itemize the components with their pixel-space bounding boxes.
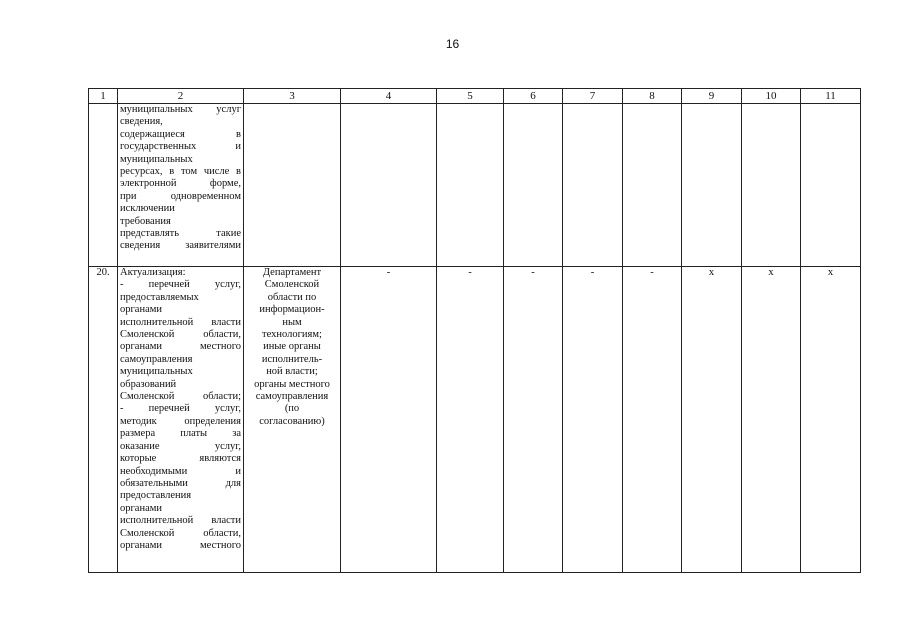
text-line: самоуправления — [255, 391, 329, 403]
continuation-cell-7 — [563, 104, 623, 267]
header-cell-8: 8 — [623, 89, 682, 104]
row-20-cell-6: - — [504, 267, 563, 573]
text-line: предоставляемых — [120, 291, 199, 303]
row-20-description-cell — [118, 267, 244, 573]
row-20-number: 20. — [89, 267, 118, 573]
text-line: исключении — [120, 203, 175, 215]
row-20-cell-10: x — [742, 267, 801, 573]
continuation-description-cell — [118, 104, 244, 267]
row-20-executor-cell — [244, 267, 341, 573]
text-line: органами — [120, 502, 163, 514]
text-line: Департамент — [262, 267, 322, 278]
text-line: Смоленской области, — [120, 329, 241, 341]
text-line: Смоленской области; — [120, 391, 241, 403]
table-row-continuation — [89, 104, 861, 267]
text-line: самоуправления — [120, 353, 193, 365]
text-line: - перечней услуг, — [120, 403, 241, 415]
text-line: - перечней услуг, — [120, 279, 241, 291]
continuation-cell-4 — [341, 104, 437, 267]
header-cell-9: 9 — [682, 89, 742, 104]
text-line: необходимыми и — [120, 465, 241, 477]
page-number: 16 — [445, 37, 460, 51]
text-line: органы местного — [254, 378, 330, 390]
text-line: муниципальных услуг — [120, 104, 241, 115]
text-line: требования — [120, 215, 171, 227]
plan-table — [88, 88, 861, 573]
header-cell-1: 1 — [89, 89, 118, 104]
text-line: ным — [282, 316, 302, 328]
text-line: муниципальных — [120, 366, 193, 378]
text-line: оказание услуг, — [120, 440, 241, 452]
text-line: образований — [120, 378, 177, 390]
header-cell-4: 4 — [341, 89, 437, 104]
header-cell-7: 7 — [563, 89, 623, 104]
continuation-cell-8 — [623, 104, 682, 267]
text-line: Смоленской — [264, 279, 320, 291]
text-line: исполнительной власти — [120, 316, 241, 328]
text-line: исполнительной власти — [120, 515, 241, 527]
continuation-cell-10 — [742, 104, 801, 267]
continuation-cell-9 — [682, 104, 742, 267]
row-20-cell-9: x — [682, 267, 742, 573]
row-20-cell-8: - — [623, 267, 682, 573]
header-row — [89, 89, 861, 104]
row-20-executor — [246, 267, 338, 428]
text-line: государственных и — [120, 141, 241, 153]
text-line: иные органы — [263, 341, 321, 353]
text-line: органами — [120, 304, 163, 316]
header-cell-2: 2 — [118, 89, 244, 104]
text-line: предоставления — [120, 490, 192, 502]
row-20-cell-7: - — [563, 267, 623, 573]
row-20-cell-5: - — [437, 267, 504, 573]
text-line: Смоленской области, — [120, 527, 241, 539]
continuation-description — [120, 104, 241, 253]
text-line: обязательными для — [120, 477, 241, 489]
row-20-cell-4: - — [341, 267, 437, 573]
continuation-cell-5 — [437, 104, 504, 267]
text-line: сведения, — [120, 116, 163, 128]
row-20-cell-11: x — [801, 267, 861, 573]
text-line: исполнитель- — [261, 353, 323, 365]
text-line: ресурсах, в том числе в — [120, 166, 241, 178]
text-line: сведения заявителями — [120, 240, 241, 252]
text-line: методик определения — [120, 415, 241, 427]
continuation-number-cell — [89, 104, 118, 267]
text-line: Актуализация: — [120, 267, 186, 278]
header-cell-10: 10 — [742, 89, 801, 104]
continuation-executor-cell — [244, 104, 341, 267]
text-line: представлять такие — [120, 228, 241, 240]
continuation-cell-6 — [504, 104, 563, 267]
text-line: области по — [267, 291, 317, 303]
header-cell-11: 11 — [801, 89, 861, 104]
text-line: размера платы за — [120, 428, 241, 440]
row-20-description — [120, 267, 241, 552]
text-line: муниципальных — [120, 153, 193, 165]
text-line: (по — [284, 403, 300, 415]
text-line: органами местного — [120, 539, 241, 551]
continuation-cell-11 — [801, 104, 861, 267]
text-line: информацион- — [259, 304, 325, 316]
table-row-20 — [89, 267, 861, 573]
text-line: ной власти; — [266, 366, 318, 378]
header-cell-6: 6 — [504, 89, 563, 104]
header-cell-3: 3 — [244, 89, 341, 104]
text-line: согласованию) — [259, 415, 325, 427]
text-line: при одновременном — [120, 190, 241, 202]
text-line: электронной форме, — [120, 178, 241, 190]
text-line: которые являются — [120, 453, 241, 465]
text-line: содержащиеся в — [120, 128, 241, 140]
header-cell-5: 5 — [437, 89, 504, 104]
text-line: органами местного — [120, 341, 241, 353]
text-line: технологиям; — [262, 329, 322, 341]
